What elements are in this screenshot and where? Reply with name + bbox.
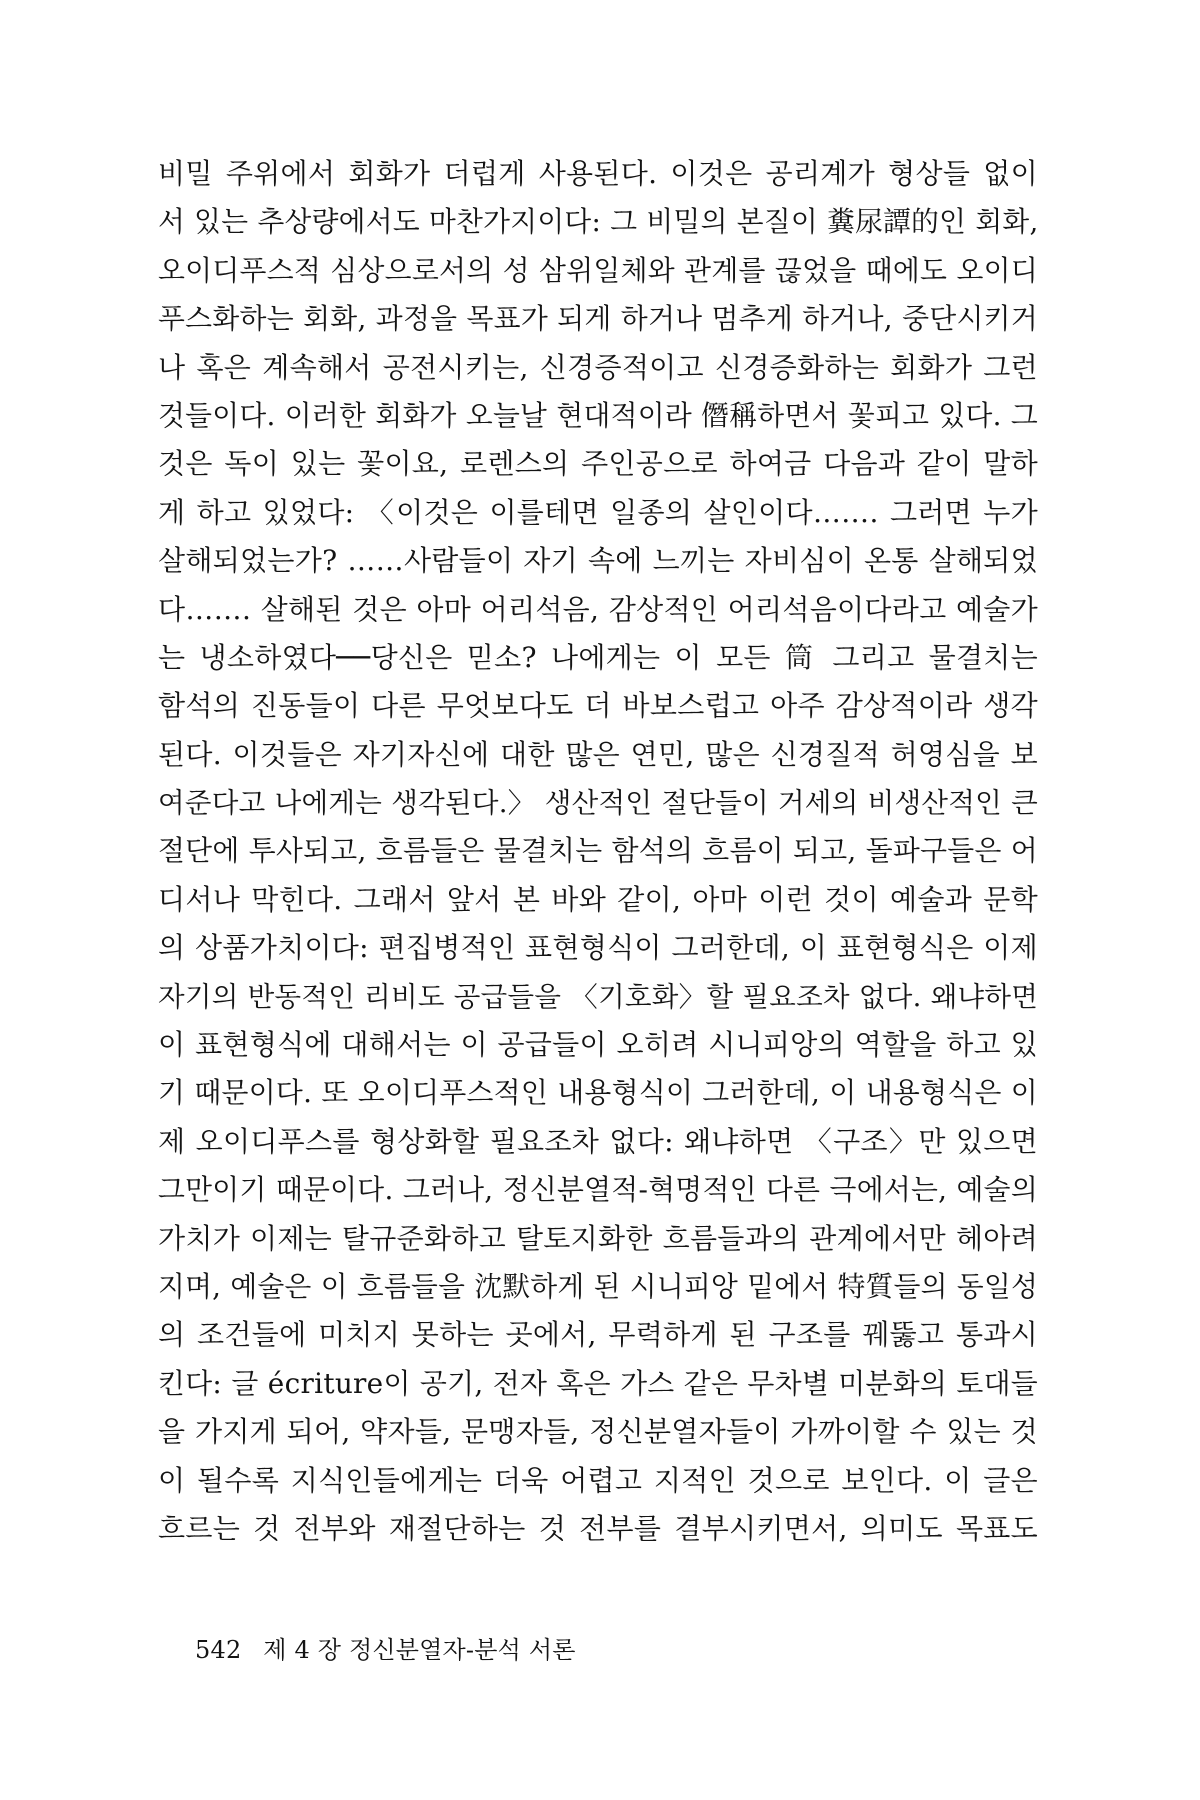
text-line: 이 표현형식에 대해서는 이 공급들이 오히려 시니피앙의 역할을 하고 있 [158, 1028, 1038, 1062]
text-line: 다……. 살해된 것은 아마 어리석음, 감상적인 어리석음이다라고 예술가 [158, 592, 1038, 626]
text-line: 것은 독이 있는 꽃이요, 로렌스의 주인공으로 하여금 다음과 같이 말하 [158, 447, 1038, 481]
page-number: 542 [195, 1636, 242, 1664]
text-line: 가치가 이제는 탈규준화하고 탈토지화한 흐름들과의 관계에서만 헤아려 [158, 1221, 1038, 1255]
text-line: 그만이기 때문이다. 그러나, 정신분열적-혁명적인 다른 극에서는, 예술의 [158, 1173, 1038, 1207]
text-line: 서 있는 추상량에서도 마찬가지이다: 그 비밀의 본질이 糞尿譚的인 회화, [158, 205, 1039, 239]
text-line: 함석의 진동들이 다른 무엇보다도 더 바보스럽고 아주 감상적이라 생각 [158, 689, 1038, 723]
text-line: 지며, 예술은 이 흐름들을 沈默하게 된 시니피앙 밑에서 特質들의 동일성 [158, 1269, 1039, 1303]
text-line: 비밀 주위에서 회화가 더럽게 사용된다. 이것은 공리계가 형상들 없이 [158, 157, 1038, 190]
body-text [158, 150, 1038, 1553]
text-line: 디서나 막힌다. 그래서 앞서 본 바와 같이, 아마 이런 것이 예술과 문학 [158, 882, 1038, 916]
text-line: 을 가지게 되어, 약자들, 문맹자들, 정신분열자들이 가까이할 수 있는 것 [158, 1415, 1038, 1449]
text-line: 는 냉소하였다──당신은 믿소? 나에게는 이 모든 筒 그리고 물결치는 [158, 640, 1038, 674]
text-line: 킨다: 글 écriture이 공기, 전자 혹은 가스 같은 무차별 미분화의 토대들 [158, 1366, 1038, 1400]
text-line: 이 될수록 지식인들에게는 더욱 어렵고 지적인 것으로 보인다. 이 글은 [158, 1463, 1038, 1497]
text-line: 나 혹은 계속해서 공전시키는, 신경증적이고 신경증화하는 회화가 그런 [158, 350, 1038, 384]
text-line: 의 조건들에 미치지 못하는 곳에서, 무력하게 된 구조를 꿰뚫고 통과시 [158, 1318, 1038, 1352]
text-line: 게 하고 있었다: 〈이것은 이를테면 일종의 살인이다……. 그러면 누가 [158, 495, 1038, 529]
text-line: 의 상품가치이다: 편집병적인 표현형식이 그러한데, 이 표현형식은 이제 [158, 931, 1038, 965]
text-line: 제 오이디푸스를 형상화할 필요조차 없다: 왜냐하면 〈구조〉만 있으면 [158, 1124, 1038, 1158]
text-line: 된다. 이것들은 자기자신에 대한 많은 연민, 많은 신경질적 허영심을 보 [158, 737, 1038, 771]
text-line: 자기의 반동적인 리비도 공급들을 〈기호화〉할 필요조차 없다. 왜냐하면 [158, 980, 1039, 1013]
text-line: 여준다고 나에게는 생각된다.〉 생산적인 절단들이 거세의 비생산적인 큰 [158, 787, 1038, 820]
text-line: 흐르는 것 전부와 재절단하는 것 전부를 결부시키면서, 의미도 목표도 [158, 1511, 1038, 1545]
running-chapter-title: 제 4 장 정신분열자-분석 서론 [263, 1636, 576, 1664]
text-line: 절단에 투사되고, 흐름들은 물결치는 함석의 흐름이 되고, 돌파구들은 어 [158, 834, 1038, 868]
text-line: 오이디푸스적 심상으로서의 성 삼위일체와 관계를 끊었을 때에도 오이디 [158, 253, 1038, 287]
text-line: 푸스화하는 회화, 과정을 목표가 되게 하거나 멈추게 하거나, 중단시키거 [158, 302, 1038, 336]
text-line: 기 때문이다. 또 오이디푸스적인 내용형식이 그러한데, 이 내용형식은 이 [158, 1076, 1038, 1110]
text-line: 살해되었는가? ……사람들이 자기 속에 느끼는 자비심이 온통 살해되었 [158, 544, 1038, 578]
page-footer [195, 1632, 576, 1668]
text-line: 것들이다. 이러한 회화가 오늘날 현대적이라 僭稱하면서 꽃피고 있다. 그 [158, 398, 1038, 432]
